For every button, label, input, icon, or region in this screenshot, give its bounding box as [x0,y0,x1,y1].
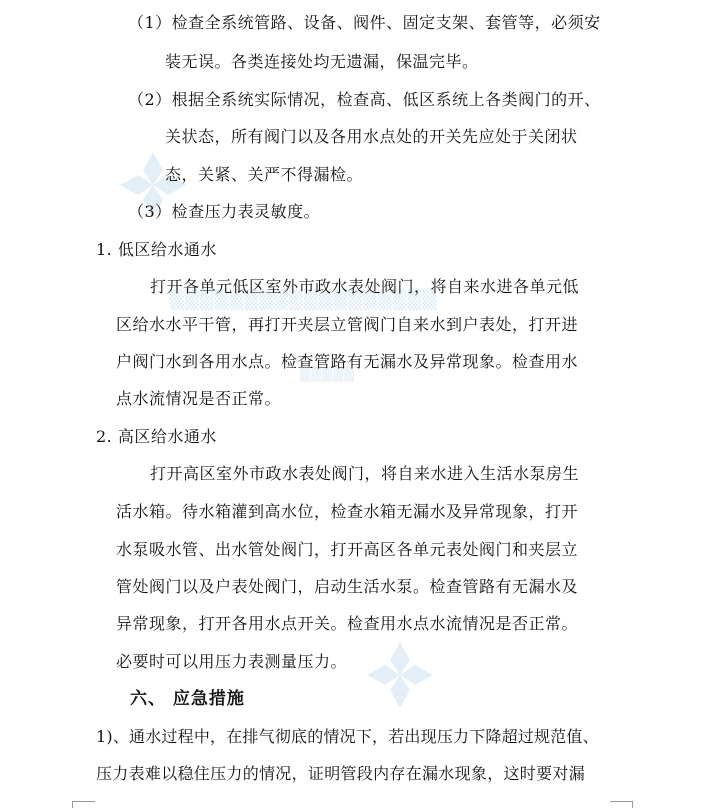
paragraph-line: 水泵吸水管、出水管处阀门，打开高区各单元表处阀门和夹层立 [116,540,579,559]
watermark-text: ▒▒▒▒▒ [300,368,355,383]
paragraph-line: 打开高区室外市政水表处阀门，将自来水进入生活水泵房生 [150,464,580,483]
paragraph-line: 1)、通水过程中，在排气彻底的情况下，若出现压力下降超过规范值、 [96,727,599,746]
paragraph-line: 点水流情况是否正常。 [116,389,282,408]
paragraph-line: 活水箱。待水箱灌到高水位，检查水箱无漏水及异常现象，打开 [116,502,579,521]
paragraph-line: 管处阀门以及户表处阀门，启动生活水泵。检查管路有无漏水及 [116,577,579,596]
paragraph-line: （3）检查压力表灵敏度。 [128,202,321,221]
paragraph-line: 区给水水平干管，再打开夹层立管阀门自来水到户表处，打开进 [116,315,579,334]
paragraph-line: 异常现象，打开各用水点开关。检查用水点水流情况是否正常。 [116,614,579,633]
watermark-text: ▒▒▒▒▒▒▒▒▒▒▒▒▒▒▒▒▒▒ [170,290,438,311]
section-heading: 1. 低区给水通水 [96,240,217,259]
paragraph-line: 户阀门水到各用水点。检查管路有无漏水及异常现象。检查用水 [116,352,579,371]
paragraph-line: 态，关紧、关严不得漏检。 [165,165,364,184]
page-corner-mark [72,801,95,808]
paragraph-line: （1）检查全系统管路、设备、阀件、固定支架、套管等，必须安 [128,13,601,32]
chapter-heading: 六、 应急措施 [130,689,245,709]
paragraph-line: 打开各单元低区室外市政水表处阀门，将自来水进各单元低 [150,277,580,296]
paragraph-line: 必要时可以用压力表测量压力。 [116,652,348,671]
page-corner-mark [610,801,633,808]
paragraph-line: 装无误。各类连接处均无遗漏，保温完毕。 [165,52,479,71]
paragraph-line: 关状态，所有阀门以及各用水点处的开关先应处于关闭状 [165,127,578,146]
watermark-snowflake-icon [365,640,435,710]
paragraph-line: 压力表难以稳住压力的情况，证明管段内存在漏水现象，这时要对漏 [96,764,586,783]
paragraph-line: （2）根据全系统实际情况，检查高、低区系统上各类阀门的开、 [128,90,601,109]
section-heading: 2. 高区给水通水 [96,427,217,446]
